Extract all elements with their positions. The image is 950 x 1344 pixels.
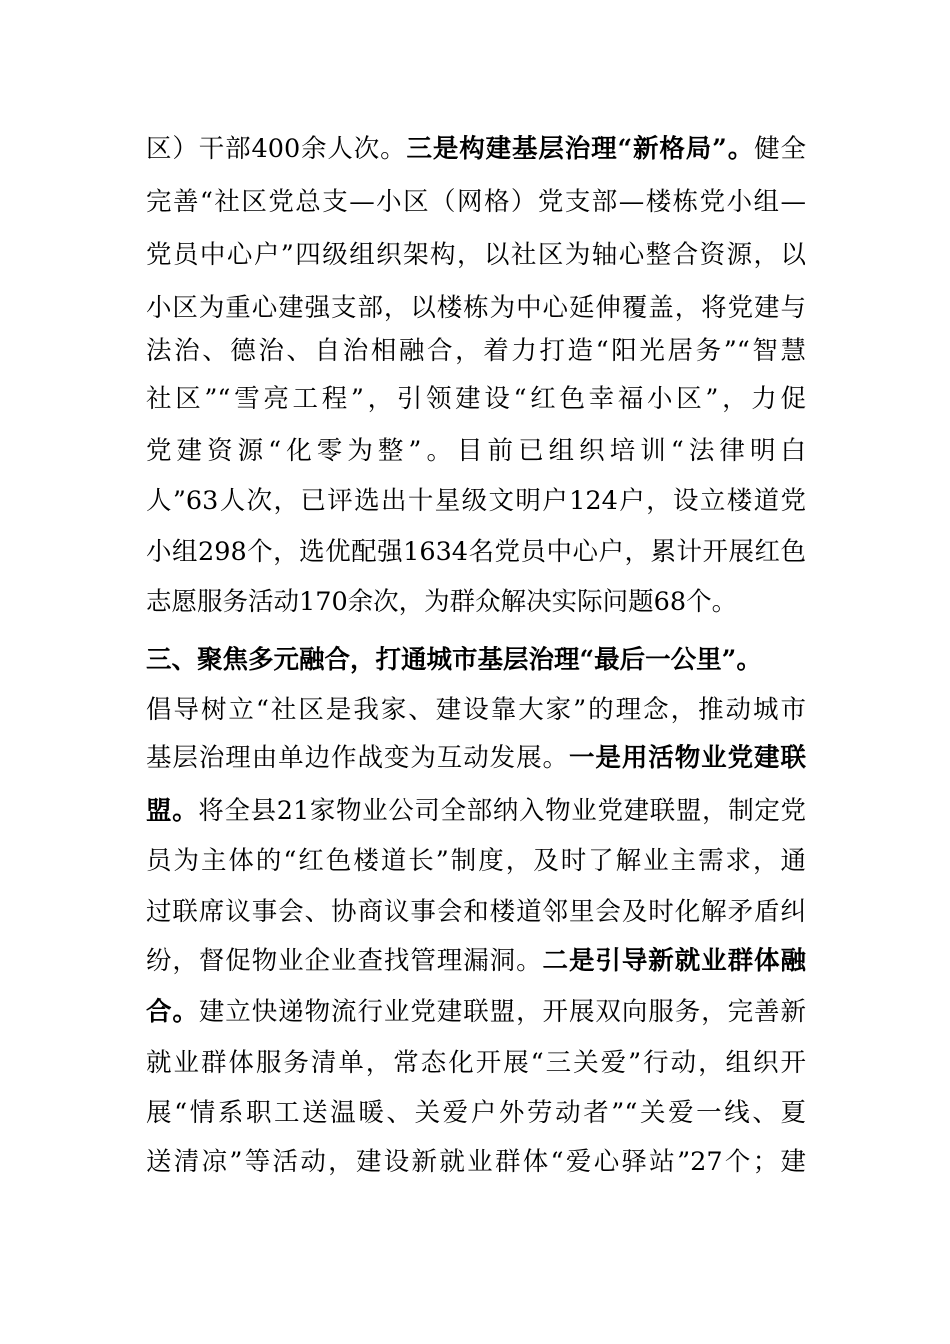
text-run: 小区为重心建强支部，以楼栋为中心延伸覆盖，将党建与 — [146, 293, 806, 323]
text-run: 健全 — [754, 134, 806, 164]
text-line — [146, 892, 806, 932]
text-run: 完善“社区党总支—小区（网格）党支部—楼栋党小组— — [146, 187, 806, 217]
text-line — [146, 129, 806, 169]
text-line — [146, 738, 806, 778]
text-line — [146, 532, 806, 572]
text-run: 人”63人次，已评选出十星级文明户124户，设立楼道党 — [146, 486, 806, 516]
text-line — [146, 841, 806, 881]
section-heading: 三、聚焦多元融合，打通城市基层治理“最后一公里”。 — [146, 645, 762, 675]
text-run: 展“情系职工送温暖、关爱户外劳动者”“关爱一线、夏 — [146, 1098, 806, 1128]
text-run: 志愿服务活动170余次，为群众解决实际问题68个。 — [146, 587, 738, 617]
text-run: 基层治理由单边作战变为互动发展。 — [146, 743, 569, 773]
text-run: 倡导树立“社区是我家、建设靠大家”的理念，推动城市 — [146, 695, 806, 725]
text-run: 员为主体的“红色楼道长”制度，及时了解业主需求，通 — [146, 846, 806, 876]
text-run: 过联席议事会、协商议事会和楼道邻里会及时化解矛盾纠 — [146, 897, 806, 927]
text-run: 法治、德治、自治相融合，着力打造“阳光居务”“智慧 — [146, 336, 806, 366]
text-line — [146, 481, 806, 521]
text-line — [146, 235, 806, 275]
text-line — [146, 1043, 806, 1083]
bold-phrase: 一是用活物业党建联 — [568, 743, 806, 773]
bold-phrase: 三是构建基层治理“新格局”。 — [406, 134, 755, 164]
text-line — [146, 331, 806, 371]
text-line — [146, 1142, 806, 1182]
text-line — [146, 1093, 806, 1133]
bold-phrase: 盟。 — [146, 796, 199, 826]
text-line — [146, 379, 806, 419]
text-line — [146, 288, 806, 328]
bold-phrase: 二是引导新就业群体融 — [542, 946, 806, 976]
text-run: 纷，督促物业企业查找管理漏洞。 — [146, 946, 543, 976]
text-line — [146, 431, 806, 471]
text-line — [146, 690, 806, 730]
text-run: 党员中心户”四级组织架构，以社区为轴心整合资源，以 — [146, 240, 806, 270]
text-line — [146, 791, 806, 831]
text-line — [146, 582, 806, 622]
text-run: 送清凉”等活动，建设新就业群体“爱心驿站”27个；建 — [146, 1147, 806, 1177]
text-run: 党建资源“化零为整”。目前已组织培训“法律明白 — [146, 436, 806, 466]
text-run: 小组298个，选优配强1634名党员中心户，累计开展红色 — [146, 537, 806, 567]
text-run: 就业群体服务清单，常态化开展“三关爱”行动，组织开 — [146, 1048, 806, 1078]
text-line — [146, 182, 806, 222]
text-run: 建立快递物流行业党建联盟，开展双向服务，完善新 — [198, 997, 806, 1027]
text-run: 社区”“雪亮工程”，引领建设“红色幸福小区”，力促 — [146, 384, 806, 414]
text-line — [146, 992, 806, 1032]
text-run: 将全县21家物业公司全部纳入物业党建联盟，制定党 — [198, 796, 806, 826]
text-line — [146, 941, 806, 981]
bold-phrase: 合。 — [146, 997, 199, 1027]
text-run: 区）干部400余人次。 — [146, 134, 407, 164]
